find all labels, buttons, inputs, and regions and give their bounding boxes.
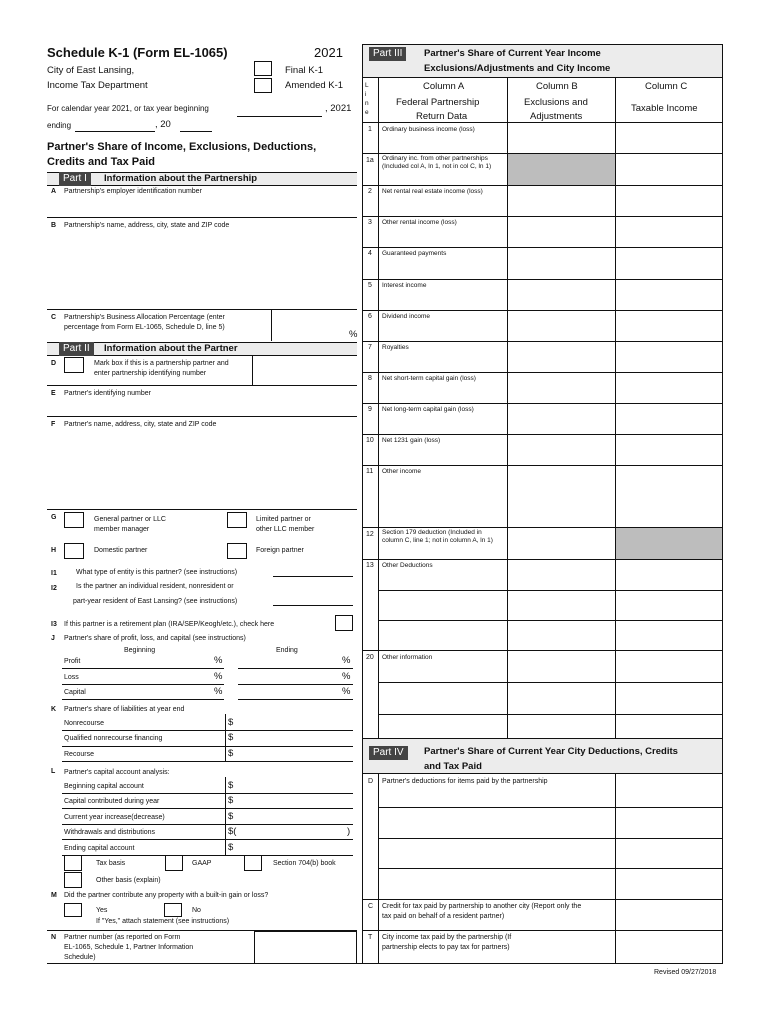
line-n-label-1: Partner number (as reported on Form [64,934,181,941]
divider [722,44,723,964]
part4-title-1: Partner's Share of Current Year City Deductions, Credits [424,746,678,757]
line-number: 5 [368,282,372,289]
loss-end-field[interactable] [238,684,353,685]
line-label: Dividend income [382,313,431,320]
partnership-partner-checkbox[interactable] [64,357,84,373]
qualified-nonrecourse-field[interactable] [62,746,353,747]
divider [378,714,723,715]
divider [378,682,723,683]
line-m-label: Did the partner contribute any property with a built-in gain or loss? [64,892,269,899]
domestic-partner-checkbox[interactable] [64,543,84,559]
line-label: Interest income [382,282,427,289]
tax-year-end-year-field[interactable] [180,131,212,132]
percent-sign: % [349,329,358,340]
department: Income Tax Department [47,80,148,91]
line-a-label: Partnership's employer identification number [64,188,202,195]
general-partner-checkbox[interactable] [64,512,84,528]
divider [362,279,723,280]
column-c-desc: Taxable Income [631,103,698,114]
column-b-desc-1: Exclusions and [524,97,588,108]
percent-sign: % [214,655,223,666]
dollar-sign: $( [228,826,237,837]
line-e-label: Partner's identifying number [64,390,151,397]
divider [378,78,379,738]
line-j-letter: J [51,635,55,642]
j-ending-header: Ending [276,647,298,654]
percent-sign: % [342,671,351,682]
column-a-desc-2: Return Data [416,111,468,122]
dollar-sign: $ [228,732,234,743]
divider [362,310,723,311]
part1-tag: Part I [59,172,91,186]
profit-end-field[interactable] [238,668,353,669]
divider [362,527,723,528]
beginning-capital-field[interactable] [62,793,353,794]
retirement-plan-checkbox[interactable] [335,615,353,631]
divider [47,416,357,417]
divider [378,590,723,591]
foreign-partner-label: Foreign partner [256,547,304,554]
part4-d-label: Partner's deductions for items paid by the partnership [382,778,548,785]
divider [47,309,357,310]
dollar-sign: $ [228,842,234,853]
section-704b-label: Section 704(b) book [273,860,336,867]
no-label: No [192,907,201,914]
line-label: Net rental real estate income (loss) [382,188,483,195]
line-header-letter: n [365,100,369,107]
current-year-change-field[interactable] [62,824,353,825]
tax-year-end-field[interactable] [75,131,155,132]
line-number: 8 [368,375,372,382]
final-k1-checkbox[interactable] [254,61,272,76]
divider [362,216,723,217]
line-a-letter: A [51,188,57,195]
line-number: 4 [368,250,372,257]
line-l-letter: L [51,768,56,775]
j-row-label: Loss [64,674,79,681]
form-title: Schedule K-1 (Form EL-1065) [47,45,228,60]
line-e-letter: E [51,390,56,397]
line-i3-letter: I3 [51,621,57,628]
ending-suffix: , 20 [155,119,171,130]
percent-sign: % [342,686,351,697]
l-row-label: Capital contributed during year [64,798,160,805]
line-label: Ordinary inc. from other partnerships [382,155,488,162]
part4-c-label-2: tax paid on behalf of a resident partner) [382,913,505,920]
percent-sign: % [342,655,351,666]
limited-partner-checkbox[interactable] [227,512,247,528]
part4-t-label-1: City income tax paid by the partnership (If [382,934,512,941]
divider [362,899,723,900]
divider [225,714,226,762]
limited-partner-label-1: Limited partner or [256,516,311,523]
part1-title: Information about the Partnership [104,173,258,184]
part4-t-letter: T [368,934,373,941]
line-number: 20 [366,654,374,661]
divider [362,559,723,560]
line-i3-label: If this partner is a retirement plan (IRA/SEP/Keogh/etc.), check here [64,621,275,628]
gaap-label: GAAP [192,860,212,867]
other-basis-checkbox[interactable] [64,872,82,888]
line-f-letter: F [51,421,56,428]
dollar-sign: $ [228,717,234,728]
divider [47,385,357,386]
line-label: Net 1231 gain (loss) [382,437,441,444]
capital-end-field[interactable] [238,699,353,700]
general-partner-label-1: General partner or LLC [94,516,166,523]
divider [362,341,723,342]
yes-label: Yes [96,907,108,914]
recourse-field[interactable] [62,761,353,762]
amended-k1-checkbox[interactable] [254,78,272,93]
column-b-header: Column B [536,81,578,92]
column-a-header: Column A [423,81,465,92]
column-c-header: Column C [645,81,688,92]
divider [362,185,723,186]
close-paren: ) [347,826,351,837]
line-n-letter: N [51,934,57,941]
line-f-label: Partner's name, address, city, state and ZIP code [64,421,217,428]
other-basis-label: Other basis (explain) [96,877,161,884]
dollar-sign: $ [228,748,234,759]
line-j-label: Partner's share of profit, loss, and capital (see instructions) [64,635,246,642]
divider [378,838,723,839]
line-number: 1a [366,157,374,164]
shaded-cell [616,527,722,559]
entity-type-field[interactable] [273,576,353,577]
divider [362,465,723,466]
general-partner-label-2: member manager [94,526,150,533]
dollar-sign: $ [228,811,234,822]
j-row-label: Capital [64,689,86,696]
part4-t-label-2: partnership elects to pay tax for partners) [382,944,510,951]
partner-number-field[interactable] [254,931,357,964]
line-d-letter: D [51,360,57,367]
divider [362,434,723,435]
line-label: Other information [382,654,433,661]
line-c-letter: C [51,314,57,321]
line-header-letter: i [365,91,367,98]
divider [362,247,723,248]
m-note: If "Yes," attach statement (see instructions) [96,918,230,925]
divider [615,78,616,738]
line-d-label-1: Mark box if this is a partnership partner and [94,360,229,367]
divider [362,930,723,931]
part3-title-2: Exclusions/Adjustments and City Income [424,63,611,74]
city-name: City of East Lansing, [47,65,135,76]
column-a-desc-1: Federal Partnership [396,97,480,108]
line-label-2: (Included col A, ln 1, not in col C, ln 1) [382,163,492,170]
j-row-label: Profit [64,658,81,665]
divider [362,372,723,373]
l-row-label: Current year increase(decrease) [64,814,165,821]
calendar-year-label: For calendar year 2021, or tax year beginning [47,104,209,113]
k-row-label: Qualified nonrecourse financing [64,735,163,742]
line-i2-label-2: part-year resident of East Lansing? (see instructions) [73,598,238,605]
l-row-label: Beginning capital account [64,783,144,790]
capital-begin-field[interactable] [62,699,224,700]
divider [362,963,723,964]
tax-basis-checkbox[interactable] [64,855,82,871]
section-title-line2: Credits and Tax Paid [47,156,155,168]
line-label: Guaranteed payments [382,250,447,257]
line-g-letter: G [51,514,57,521]
line-l-label: Partner's capital account analysis: [64,769,170,776]
limited-partner-label-2: other LLC member [256,526,315,533]
line-d-label-2: enter partnership identifying number [94,370,207,377]
line-n-label-2: EL-1065, Schedule 1, Partner Information [64,944,194,951]
line-b-label: Partnership's name, address, city, state and ZIP code [64,222,230,229]
line-m-letter: M [51,892,57,899]
ending-capital-field[interactable] [62,855,353,856]
final-k1-label: Final K-1 [285,65,324,76]
part4-tag: Part IV [369,746,408,760]
part4-title-2: and Tax Paid [424,761,482,772]
ending-label: ending [47,121,72,130]
divider [47,217,357,218]
section-704b-checkbox[interactable] [244,855,262,871]
domestic-partner-label: Domestic partner [94,547,148,554]
line-header-letter: e [365,109,369,116]
divider [378,868,723,869]
gaap-checkbox[interactable] [165,855,183,871]
column-b-desc-2: Adjustments [530,111,583,122]
profit-begin-field[interactable] [62,668,224,669]
line-label: Net long-term capital gain (loss) [382,406,474,413]
line-i1-letter: I1 [51,570,57,577]
line-h-letter: H [51,547,57,554]
capital-contributed-field[interactable] [62,808,353,809]
line-c-label-1: Partnership's Business Allocation Percentage (enter [64,314,225,321]
k-row-label: Recourse [64,751,94,758]
residency-field[interactable] [273,605,353,606]
dollar-sign: $ [228,780,234,791]
line-number: 13 [366,562,374,569]
line-header-letter: L [365,82,369,89]
line-number: 10 [366,437,374,444]
tax-basis-label: Tax basis [96,860,126,867]
l-row-label: Ending capital account [64,845,135,852]
part2-tag: Part II [59,342,94,356]
divider [362,403,723,404]
line-label: Other rental income (loss) [382,219,457,226]
line-k-letter: K [51,706,57,713]
divider [378,807,723,808]
percent-sign: % [214,686,223,697]
line-number: 11 [366,468,374,475]
revised-date: Revised 09/27/2018 [654,969,717,976]
divider [47,509,357,510]
line-number: 6 [368,313,372,320]
dollar-sign: $ [228,795,234,806]
line-number: 1 [368,126,372,133]
divider [362,44,363,964]
part4-d-letter: D [368,778,374,785]
line-label: Net short-term capital gain (loss) [382,375,476,382]
line-label-2: column C, line 1; not in column A, ln 1) [382,537,493,544]
part2-title: Information about the Partner [104,343,238,354]
divider [225,777,226,856]
built-in-gain-yes-checkbox[interactable] [64,903,82,917]
l-row-label: Withdrawals and distributions [64,829,156,836]
part4-c-label-1: Credit for tax paid by partnership to another city (Report only the [382,903,582,910]
divider [271,309,272,341]
amended-k1-label: Amended K-1 [285,80,344,91]
line-i2-letter: I2 [51,585,57,592]
divider [252,356,253,385]
line-number: 7 [368,344,372,351]
section-title-line1: Partner's Share of Income, Exclusions, Deductions, [47,141,317,153]
line-label: Section 179 deduction (Included in [382,529,482,536]
line-number: 2 [368,188,372,195]
line-label: Other Deductions [382,562,433,569]
divider [362,122,723,123]
line-label: Ordinary business income (loss) [382,126,475,133]
divider [47,963,363,964]
divider [362,650,723,651]
calendar-year-suffix: , 2021 [325,103,352,114]
line-n-label-3: Schedule) [64,954,96,961]
shaded-cell [508,153,615,185]
built-in-gain-no-checkbox[interactable] [164,903,182,917]
line-i2-label-1: Is the partner an individual resident, nonresident or [76,583,234,590]
foreign-partner-checkbox[interactable] [227,543,247,559]
percent-sign: % [214,671,223,682]
divider [362,153,723,154]
line-c-label-2: percentage from Form EL-1065, Schedule D, line 5) [64,324,225,331]
withdrawals-field[interactable] [62,839,353,840]
loss-begin-field[interactable] [62,684,224,685]
part4-c-letter: C [368,903,374,910]
k-row-label: Nonrecourse [64,720,105,727]
divider [615,774,616,964]
line-number: 12 [366,531,374,538]
line-number: 3 [368,219,372,226]
j-beginning-header: Beginning [124,647,156,654]
part3-title-1: Partner's Share of Current Year Income [424,48,601,59]
line-b-letter: B [51,222,57,229]
nonrecourse-field[interactable] [62,730,353,731]
line-label: Royalties [382,344,409,351]
part3-tag: Part III [369,47,406,61]
divider [378,620,723,621]
line-number: 9 [368,406,372,413]
divider [378,774,379,964]
tax-year-begin-field[interactable] [237,116,322,117]
form-year: 2021 [314,45,343,60]
line-i1-label: What type of entity is this partner? (see instructions) [76,569,238,576]
line-k-label: Partner's share of liabilities at year end [64,706,185,713]
line-label: Other income [382,468,422,475]
